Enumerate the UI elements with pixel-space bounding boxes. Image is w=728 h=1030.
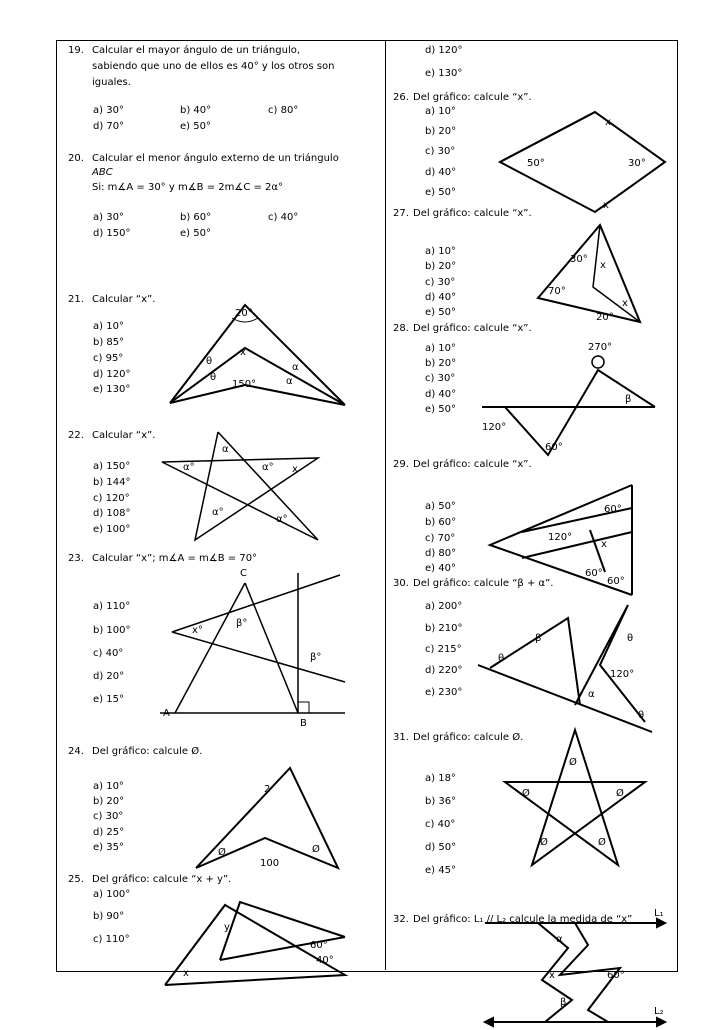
q25-option-d-continued: d) 120° (425, 45, 463, 56)
q24-label-left: Ø (218, 847, 226, 858)
q21-label-top: 20° (235, 308, 253, 319)
q23-label-C: C (240, 568, 247, 579)
q21-number: 21. (68, 294, 84, 305)
q23-label-beta2: β° (310, 652, 322, 663)
q29-label-x: x (601, 539, 607, 550)
q29-prompt: Del gráfico: calcule “x”. (413, 459, 532, 470)
q26-label-left: 50° (527, 158, 545, 169)
q22-option-c: c) 120° (93, 493, 130, 504)
q26-prompt: Del gráfico: calcule “x”. (413, 92, 532, 103)
q32-figure (485, 908, 665, 1026)
q28-number: 28. (393, 323, 409, 334)
q23-label-beta1: β° (236, 618, 248, 629)
q20-line1: Calcular el menor ángulo externo de un triángulo (92, 153, 339, 164)
q27-option-e: e) 50° (425, 307, 456, 318)
q30-option-b: b) 210° (425, 623, 463, 634)
q22-number: 22. (68, 430, 84, 441)
q23-option-b: b) 100° (93, 625, 131, 636)
q20-option-a: a) 30° (93, 212, 124, 223)
q23-prompt: Calcular “x”; m∡A = m∡B = 70° (92, 553, 258, 564)
q26-label-x1: x (605, 117, 611, 128)
q25-label-x: x (183, 968, 189, 979)
q30-label-theta2: θ (627, 633, 634, 644)
q30-label-120: 120° (610, 669, 635, 680)
q27-label-70: 70° (548, 286, 566, 297)
q31-number: 31. (393, 732, 409, 743)
q24-label-bottom: 100 (260, 858, 280, 869)
q23-option-d: d) 20° (93, 671, 125, 682)
q25-label-40: 40° (316, 955, 334, 966)
q26-figure (500, 112, 665, 212)
q24-figure (196, 768, 338, 869)
q29-option-a: a) 50° (425, 501, 456, 512)
q20-option-c: c) 40° (268, 212, 299, 223)
q31-prompt: Del gráfico: calcule Ø. (413, 732, 524, 743)
q31-option-e: e) 45° (425, 865, 456, 876)
q19-option-c: c) 80° (268, 105, 299, 116)
q32-label-L2: L₂ (654, 1006, 664, 1017)
q29-option-d: d) 80° (425, 548, 457, 559)
q21-label-theta2: θ (210, 372, 217, 383)
q27-label-x1: x (600, 260, 606, 271)
q30-option-a: a) 200° (425, 601, 463, 612)
q22-option-d: d) 108° (93, 508, 131, 519)
q25-label-y: y (224, 922, 230, 933)
q27-option-b: b) 20° (425, 261, 457, 272)
q22-label-left: α° (183, 462, 195, 473)
q27-option-d: d) 40° (425, 292, 457, 303)
q29-option-e: e) 40° (425, 563, 456, 574)
q29-label-60b: 60° (585, 568, 603, 579)
q29-label-60a: 60° (604, 504, 622, 515)
q23-figure (160, 568, 345, 729)
q26-option-d: d) 40° (425, 167, 457, 178)
q28-label-270: 270° (588, 342, 613, 353)
q24-prompt: Del gráfico: calcule Ø. (92, 746, 203, 757)
q30-option-d: d) 220° (425, 665, 463, 676)
q31-label-top: Ø (569, 757, 577, 768)
q27-option-a: a) 10° (425, 246, 456, 257)
q29-label-60c: 60° (607, 576, 625, 587)
q27-label-30: 30° (570, 254, 588, 265)
q19-number: 19. (68, 45, 84, 56)
q32-label-beta: β (560, 997, 567, 1008)
q32-prompt: Del gráfico: L₁ // L₂ calcule la medida de “x” (413, 914, 633, 925)
q27-label-x2: x (622, 298, 628, 309)
q30-label-theta1: θ (498, 653, 505, 664)
q19-line2: sabiendo que uno de ellos es 40° y los otros son (92, 61, 335, 72)
q25-figure (165, 902, 345, 985)
q32-label-L1: L₁ (654, 908, 664, 919)
q25-option-b: b) 90° (93, 911, 125, 922)
q19-option-b: b) 40° (180, 105, 212, 116)
q31-label-left: Ø (522, 788, 530, 799)
q28-label-120: 120° (482, 422, 507, 433)
q22-label-bottom-left: α° (212, 507, 224, 518)
q21-label-bottom: 150° (232, 379, 257, 390)
q29-option-c: c) 70° (425, 533, 456, 544)
q30-figure (478, 605, 652, 732)
q19-option-d: d) 70° (93, 121, 125, 132)
q24-option-b: b) 20° (93, 796, 125, 807)
q28-prompt: Del gráfico: calcule “x”. (413, 323, 532, 334)
q28-label-60: 60° (545, 442, 563, 453)
q31-option-b: b) 36° (425, 796, 457, 807)
q21-figure (170, 305, 345, 405)
q24-number: 24. (68, 746, 84, 757)
q24-option-c: c) 30° (93, 811, 124, 822)
q20-line3: Si: m∡A = 30° y m∡B = 2m∡C = 2α° (92, 182, 284, 193)
q19-line1: Calcular el mayor ángulo de un triángulo, (92, 45, 301, 56)
q20-option-e: e) 50° (180, 228, 211, 239)
q31-option-c: c) 40° (425, 819, 456, 830)
q21-option-d: d) 120° (93, 369, 131, 380)
q20-option-d: d) 150° (93, 228, 131, 239)
q29-number: 29. (393, 459, 409, 470)
q22-label-bottom-right: α° (276, 514, 288, 525)
q21-option-b: b) 85° (93, 337, 125, 348)
q21-label-alpha1: α (292, 362, 299, 373)
q31-label-bottom-left: Ø (540, 837, 548, 848)
q22-figure (162, 432, 318, 540)
q32-label-alpha: α (556, 934, 563, 945)
q28-option-c: c) 30° (425, 373, 456, 384)
q22-option-a: a) 150° (93, 461, 131, 472)
q26-option-e: e) 50° (425, 187, 456, 198)
q26-option-b: b) 20° (425, 126, 457, 137)
q19-option-a: a) 30° (93, 105, 124, 116)
q27-option-c: c) 30° (425, 277, 456, 288)
q22-label-x: x (292, 464, 298, 475)
q23-option-e: e) 15° (93, 694, 124, 705)
q21-label-theta1: θ (206, 356, 213, 367)
q24-label-right: Ø (312, 844, 320, 855)
q25-label-60: 60° (310, 940, 328, 951)
q30-number: 30. (393, 578, 409, 589)
q28-figure (482, 342, 655, 455)
q21-option-a: a) 10° (93, 321, 124, 332)
q23-option-a: a) 110° (93, 601, 131, 612)
q27-figure (538, 225, 640, 323)
q30-label-alpha: α (588, 689, 595, 700)
q24-option-d: d) 25° (93, 827, 125, 838)
q22-option-e: e) 100° (93, 524, 131, 535)
q21-label-alpha2: α (286, 376, 293, 387)
q23-label-B: B (300, 718, 307, 729)
q20-number: 20. (68, 153, 84, 164)
q29-figure (490, 485, 632, 595)
q31-option-a: a) 18° (425, 773, 456, 784)
q25-number: 25. (68, 874, 84, 885)
q31-label-bottom-right: Ø (598, 837, 606, 848)
q30-prompt: Del gráfico: calcule “β + α”. (413, 578, 554, 589)
q24-option-a: a) 10° (93, 781, 124, 792)
q28-label-beta: β (625, 394, 632, 405)
q28-option-d: d) 40° (425, 389, 457, 400)
q24-label-top: 2 (264, 784, 271, 795)
q30-label-beta: β (535, 633, 542, 644)
q22-label-right: α° (262, 462, 274, 473)
q27-label-20: 20° (596, 312, 614, 323)
q19-option-e: e) 50° (180, 121, 211, 132)
q26-option-c: c) 30° (425, 146, 456, 157)
q30-option-e: e) 230° (425, 687, 463, 698)
q23-label-x: x° (192, 625, 203, 636)
q25-option-e-continued: e) 130° (425, 68, 463, 79)
q19-line3: iguales. (92, 77, 131, 88)
q26-label-right: 30° (628, 158, 646, 169)
q22-option-b: b) 144° (93, 477, 131, 488)
q28-option-b: b) 20° (425, 358, 457, 369)
q21-option-c: c) 95° (93, 353, 124, 364)
q27-number: 27. (393, 208, 409, 219)
q29-label-120: 120° (548, 532, 573, 543)
q31-option-d: d) 50° (425, 842, 457, 853)
q25-option-a: a) 100° (93, 889, 131, 900)
q24-option-e: e) 35° (93, 842, 124, 853)
q25-option-c: c) 110° (93, 934, 130, 945)
q21-prompt: Calcular “x”. (92, 294, 156, 305)
q21-option-e: e) 130° (93, 384, 131, 395)
q32-label-60: 60° (607, 970, 625, 981)
q23-option-c: c) 40° (93, 648, 124, 659)
q26-option-a: a) 10° (425, 106, 456, 117)
q32-number: 32. (393, 914, 409, 925)
q31-label-right: Ø (616, 788, 624, 799)
q28-option-e: e) 50° (425, 404, 456, 415)
q31-figure (505, 730, 645, 865)
q20-option-b: b) 60° (180, 212, 212, 223)
q25-prompt: Del gráfico: calcule “x + y”. (92, 874, 232, 885)
q26-label-x2: x (603, 200, 609, 211)
q27-prompt: Del gráfico: calcule “x”. (413, 208, 532, 219)
q22-label-top: α (222, 444, 229, 455)
q28-option-a: a) 10° (425, 343, 456, 354)
q30-option-c: c) 215° (425, 644, 462, 655)
q20-line2: ABC (92, 167, 113, 178)
q30-label-theta3: θ (638, 710, 645, 721)
q29-option-b: b) 60° (425, 517, 457, 528)
q32-label-x: x (549, 970, 555, 981)
q23-number: 23. (68, 553, 84, 564)
q23-label-A: A (163, 708, 170, 719)
q21-label-x: x (240, 347, 246, 358)
q22-prompt: Calcular “x”. (92, 430, 156, 441)
q26-number: 26. (393, 92, 409, 103)
